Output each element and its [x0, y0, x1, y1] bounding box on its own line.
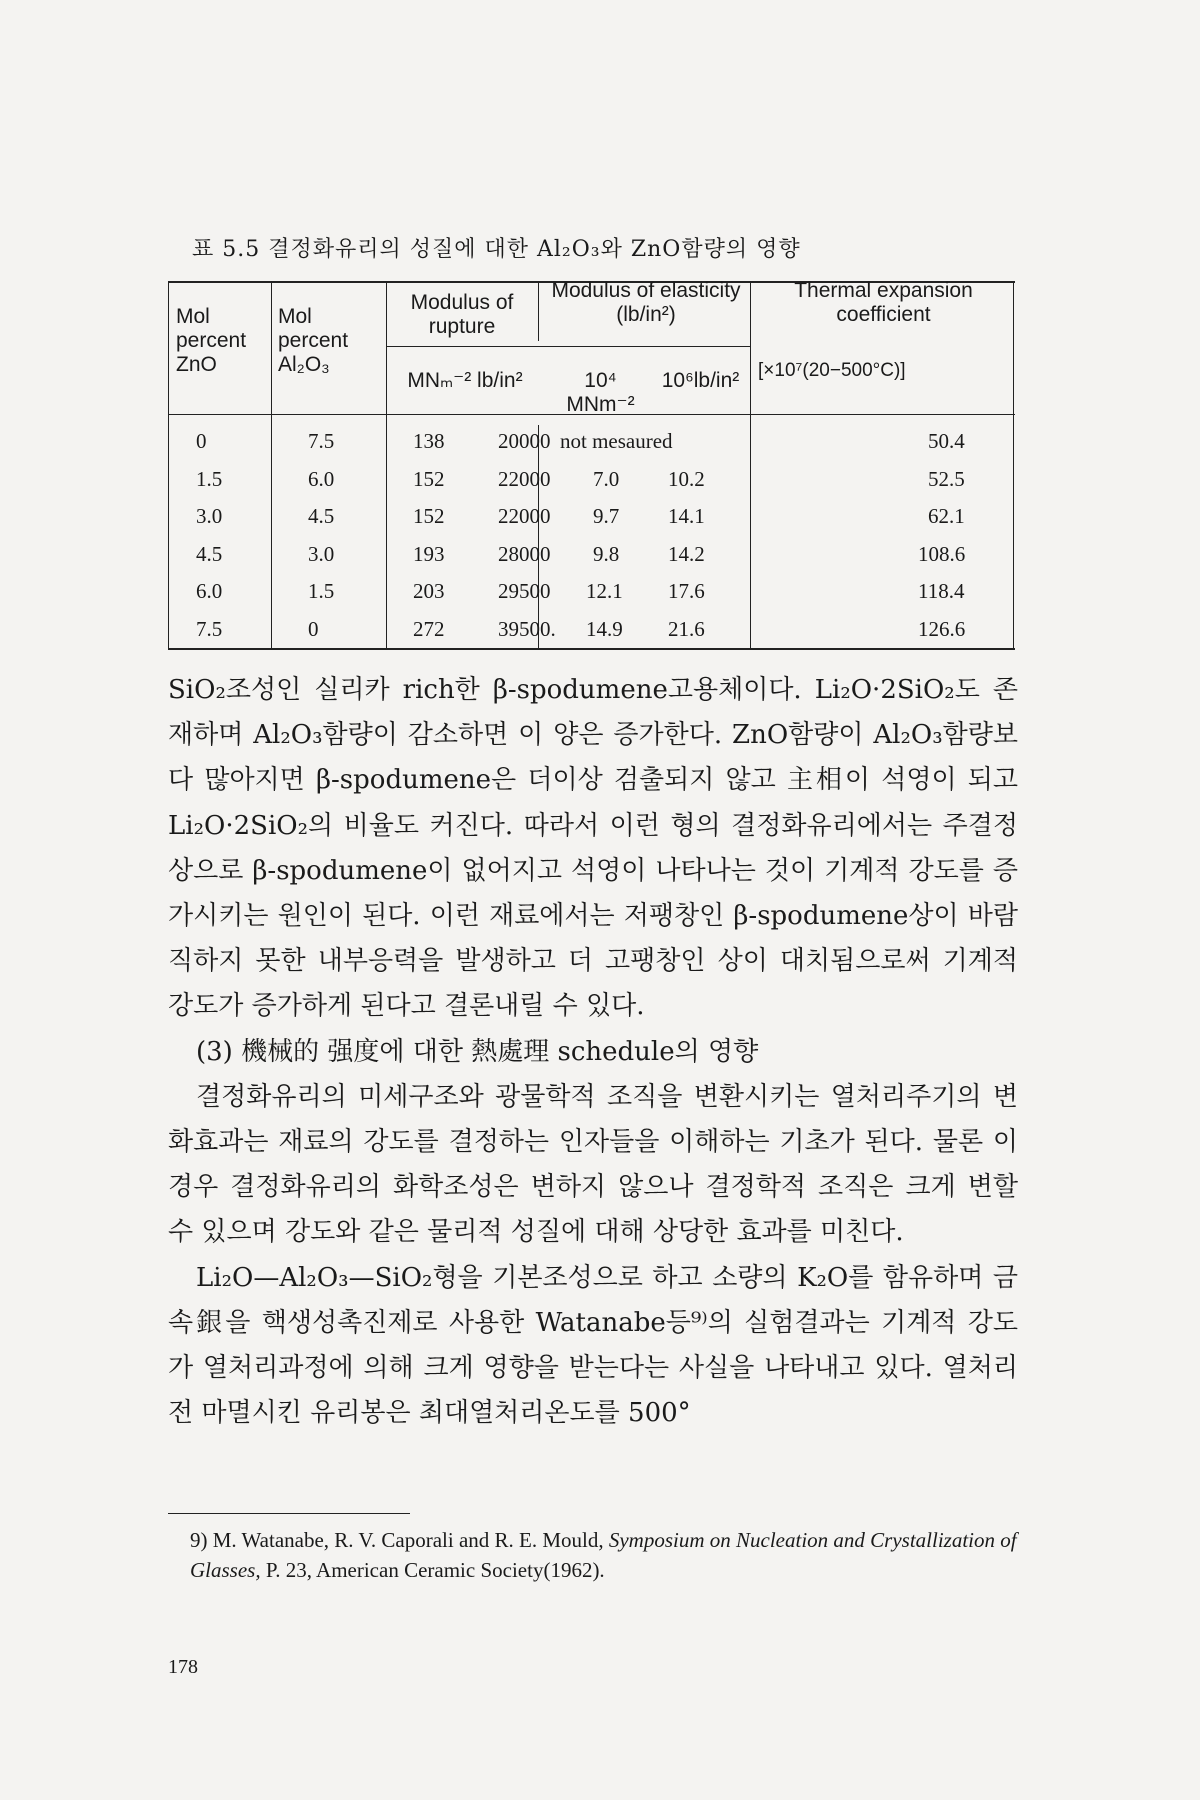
- header-rupture-units: MNₘ⁻² lb/in²: [407, 369, 523, 392]
- section-heading: (3) 機械的 强度에 대한 熱處理 schedule의 영향: [196, 1036, 759, 1067]
- header-elasticity-mn: 10⁴ MNm⁻²: [566, 369, 635, 416]
- footnote: 9) M. Watanabe, R. V. Caporali and R. E. Mould, Symposium on Nucleation and Crystallization of Glasses, P. 23, American Ceramic Society(1962).: [190, 1528, 1017, 1582]
- table-row: 3.0 4.5 152 22000 9.7 14.1 62.1: [196, 504, 965, 528]
- header-modulus-elasticity: Modulus of elasticity (lb/in²): [551, 279, 741, 326]
- header-elasticity-lb: 10⁶lb/in²: [661, 369, 740, 392]
- header-mol-zno: Mol percent ZnO: [176, 305, 247, 376]
- table-row: 0 7.5 138 20000 not mesaured 50.4: [196, 429, 965, 453]
- header-thermal-units: [×10⁷(20−500°C)]: [758, 360, 906, 381]
- table-row: 1.5 6.0 152 22000 7.0 10.2 52.5: [196, 466, 965, 491]
- header-modulus-rupture: Modulus of rupture: [410, 291, 514, 338]
- header-mol-al2o3: Mol percent Al₂O₃: [278, 305, 349, 376]
- paragraph: SiO₂조성인 실리카 rich한 β-spodumene고용체이다. Li₂O·2SiO₂도 존재하며 Al₂O₃함량이 감소하면 이 양은 증가한다. ZnO함량이 Al₂O₃함량보다 많아지면 β-spodumene은 더이상 검출되지 않고 主相이 석영이 되고 Li₂O·2SiO₂의 비율도 커진다. 따라서 이런 형의 결정화유리에서는 주결정상으로 β-spodumene이 없어지고 석영이 나타나는 것이 기계적 강도를 증가시키는 원인이 된다. 이런 재료에서는 저팽창인 β-spodumene상이 바람직하지 못한 내부응력을 발생하고 더 고팽창인 상이 대치됨으로써 기계적 강도가 증가하게 된다고 결론내릴 수 있다.: [168, 675, 1018, 1022]
- table-caption: 표 5.5 결정화유리의 성질에 대한 Al₂O₃와 ZnO함량의 영향: [192, 237, 801, 262]
- page-number: 178: [168, 1656, 198, 1678]
- table-row: 4.5 3.0 193 28000 9.8 14.2 108.6: [196, 541, 966, 566]
- footnote-title: Symposium on Nucleation and Crystallization of Glasses,: [190, 1528, 1017, 1582]
- table-row: 6.0 1.5 203 29500 12.1 17.6 118.4: [196, 579, 965, 603]
- paragraph: Li₂O—Al₂O₃—SiO₂형을 기본조성으로 하고 소량의 K₂O를 함유하며 금속銀을 핵생성촉진제로 사용한 Watanabe등⁹⁾의 실험결과는 기계적 강도가 열처리과정에 의해 크게 영향을 받는다는 사실을 나타내고 있다. 열처리 전 마멸시킨 유리봉은 최대열처리온도를 500°: [168, 1262, 1018, 1429]
- table-header: [168, 279, 1015, 416]
- header-thermal-expansion: Thermal expansion coefficient: [794, 279, 973, 326]
- body-text: [168, 668, 1018, 1436]
- table-body: [168, 425, 1015, 650]
- footnote-rule: [168, 1513, 410, 1514]
- table-row: 7.5 0 272 39500. 14.9 21.6 126.6: [196, 616, 966, 641]
- paragraph: 결정화유리의 미세구조와 광물학적 조직을 변환시키는 열처리주기의 변화효과는 재료의 강도를 결정하는 인자들을 이해하는 기초가 된다. 물론 이 경우 결정화유리의 화학조성은 변하지 않으나 결정학적 조직은 크게 변할 수 있으며 강도와 같은 물리적 성질에 대해 상당한 효과를 미친다.: [168, 1081, 1018, 1248]
